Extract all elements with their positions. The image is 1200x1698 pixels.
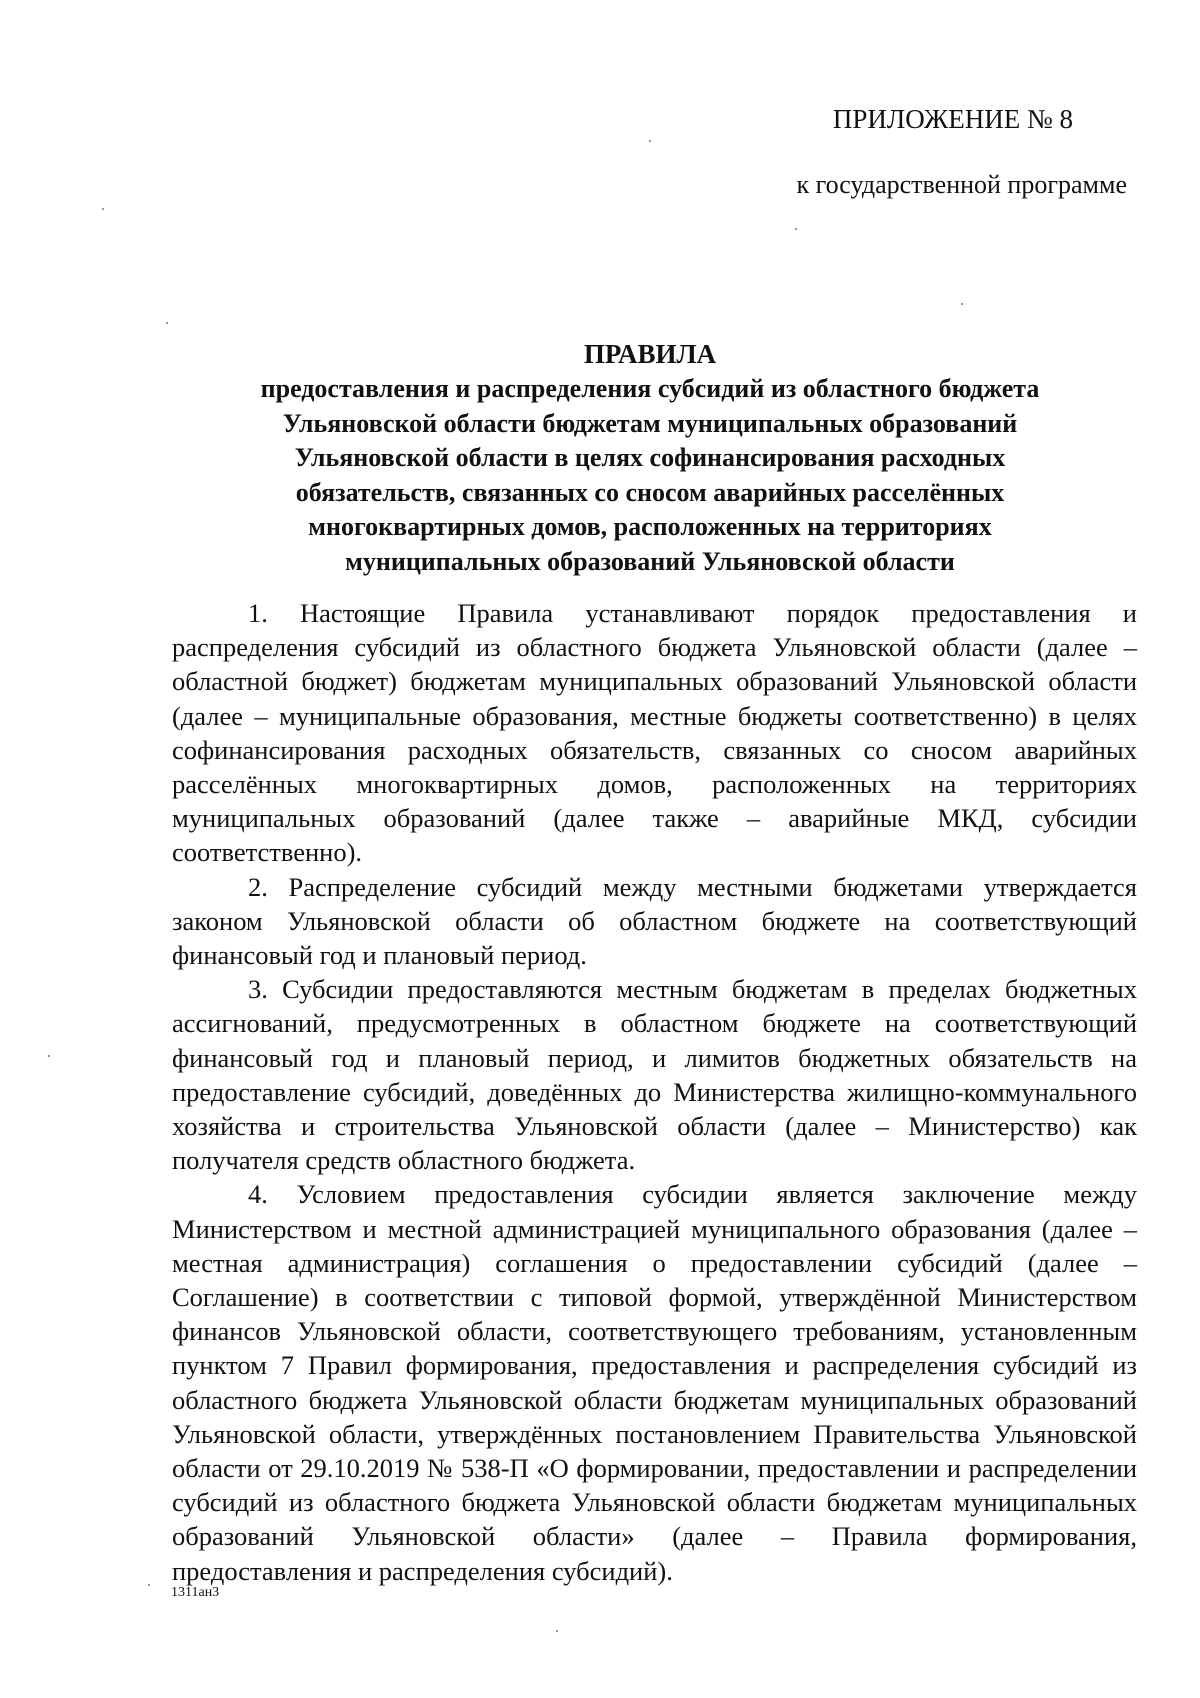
document-code: 1311ан3 (171, 1585, 220, 1600)
paragraph-4: 4. Условием предоставления субсидии является заключение между Министерством и местной администрацией муниципального образования (далее – местная администрация) соглашения о предоставлении субсидий (далее – Соглашение) в соответствии с типовой формой, утверждённой Министерством финансов Ульяновской области, соответствующего требованиям, установленным пунктом 7 Правил формирования, предоставления и распределения субсидий из областного бюджета Ульяновской области бюджетам муниципальных образований Ульяновской области, утверждённых постановлением Правительства Ульяновской области от 29.10.2019 № 538-П «О формировании, предоставлении и распределении субсидий из областного бюджета Ульяновской области бюджетам муниципальных образований Ульяновской области» (далее – Правила формирования, предоставления и распределения субсидий). (172, 1179, 1137, 1586)
title-line: Ульяновской области бюджетам муниципальных образований (282, 408, 1018, 438)
scan-speck (961, 303, 963, 305)
title-heading: ПРАВИЛА (583, 339, 717, 369)
paragraph-1: 1. Настоящие Правила устанавливают порядок предоставления и распределения субсидий из областного бюджета Ульяновской области (далее – областной бюджет) бюджетам муниципальных образований Ульяновской области (далее – муниципальные образования, местные бюджеты соответственно) в целях софинансирования расходных обязательств, связанных со сносом аварийных расселённых многоквартирных домов, расположенных на территориях муниципальных образований (далее также – аварийные МКД, субсидии соответственно). (172, 598, 1137, 868)
title-line: обязательств, связанных со сносом аварийных расселённых (295, 477, 1005, 507)
scan-speck (649, 140, 651, 142)
scan-speck (795, 228, 797, 230)
appendix-subtitle: к государственной программе (796, 170, 1127, 199)
document-body (172, 596, 1137, 1588)
title-line: муниципальных образований Ульяновской области (345, 546, 955, 576)
scan-speck (556, 1630, 558, 1632)
document-title (190, 337, 1110, 579)
scan-speck (102, 208, 104, 210)
title-line: Ульяновской области в целях софинансирования расходных (294, 443, 1006, 472)
paragraph-2: 2. Распределение субсидий между местными бюджетами утверждается законом Ульяновской области об областном бюджете на соответствующий финансовый год и плановый период. (172, 871, 1137, 971)
scan-speck (48, 1055, 50, 1057)
scan-speck (148, 1584, 150, 1586)
paragraph-3: 3. Субсидии предоставляются местным бюджетам в пределах бюджетных ассигнований, предусмотренных в областном бюджете на соответствующий финансовый год и плановый период, и лимитов бюджетных обязательств на предоставление субсидий, доведённых до Министерства жилищно-коммунального хозяйства и строительства Ульяновской области (далее – Министерство) как получателя средств областного бюджета. (172, 974, 1137, 1176)
appendix-label: ПРИЛОЖЕНИЕ № 8 (832, 104, 1073, 134)
title-line: предоставления и распределения субсидий из областного бюджета (260, 374, 1040, 403)
title-line: многоквартирных домов, расположенных на территориях (308, 512, 992, 541)
scan-speck (166, 322, 168, 324)
